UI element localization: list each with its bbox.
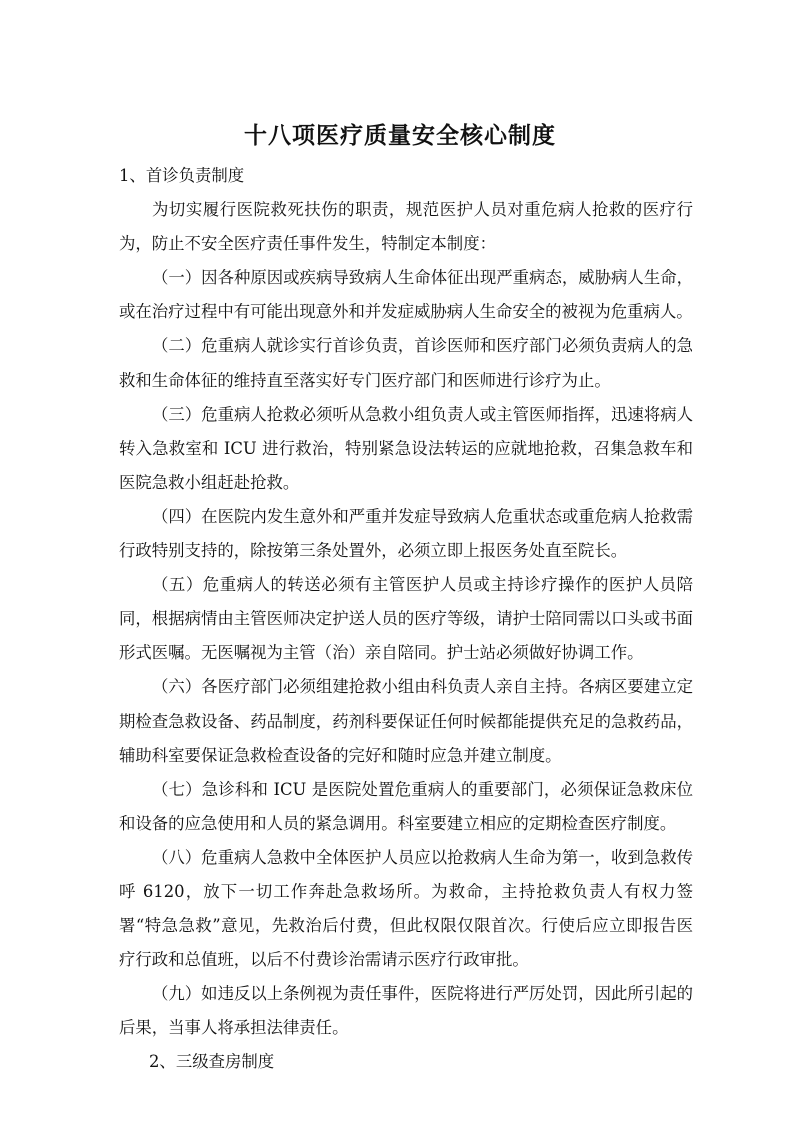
clause-4: （四）在医院内发生意外和严重并发症导致病人危重状态或重危病人抢救需行政特别支持的，除按第三条处置外，必须立即上报医务处直至院长。: [119, 506, 693, 561]
clause-6: （六）各医疗部门必须组建抢救小组由科负责人亲自主持。各病区要建立定期检查急救设备、药品制度，药剂科要保证任何时候都能提供充足的急救药品，辅助科室要保证急救检查设备的完好和随时应急并建立制度。: [119, 677, 693, 765]
clause-8: （八）危重病人急救中全体医护人员应以抢救病人生命为第一，收到急救传呼 6120，放下一切工作奔赴急救场所。为救命，主持抢救负责人有权力签署“特急急救”意见，先救治后付费，但此权限仅限首次。行使后应立即报告医疗行政和总值班，以后不付费诊治需请示医疗行政审批。: [119, 847, 693, 970]
clause-7: （七）急诊科和 ICU 是医院处置危重病人的重要部门，必须保证急救床位和设备的应急使用和人员的紧急调用。科室要建立相应的定期检查医疗制度。: [119, 779, 693, 833]
clause-3: （三）危重病人抢救必须听从急救小组负责人或主管医师指挥，迅速将病人转入急救室和 ICU 进行救治，特别紧急设法转运的应就地抢救，召集急救车和医院急救小组赶赴抢救。: [119, 404, 693, 492]
section-heading-1: 1、首诊负责制度: [119, 166, 245, 185]
document-title: 十八项医疗质量安全核心制度: [244, 123, 556, 149]
clause-1: （一）因各种原因或疾病导致病人生命体征出现严重病态，威胁病人生命，或在治疗过程中有可能出现意外和并发症威胁病人生命安全的被视为危重病人。: [119, 268, 693, 322]
clause-5: （五）危重病人的转送必须有主管医护人员或主持诊疗操作的医护人员陪同，根据病情由主管医师决定护送人员的医疗等级，请护士陪同需以口头或书面形式医嘱。无医嘱视为主管（治）亲自陪同。护士站必须做好协调工作。: [119, 575, 693, 663]
clause-2: （二）危重病人就诊实行首诊负责，首诊医师和医疗部门必须负责病人的急救和生命体征的维持直至落实好专门医疗部门和医师进行诊疗为止。: [119, 336, 693, 390]
document-body: [119, 159, 693, 1080]
section-heading-2: 2、三级查房制度: [149, 1052, 275, 1072]
intro-paragraph: 为切实履行医院救死扶伤的职责，规范医护人员对重危病人抢救的医疗行为，防止不安全医疗责任事件发生，特制定本制度：: [119, 200, 693, 254]
clause-9: （九）如违反以上条例视为责任事件，医院将进行严厉处罚，因此所引起的后果，当事人将承担法律责任。: [119, 984, 693, 1038]
